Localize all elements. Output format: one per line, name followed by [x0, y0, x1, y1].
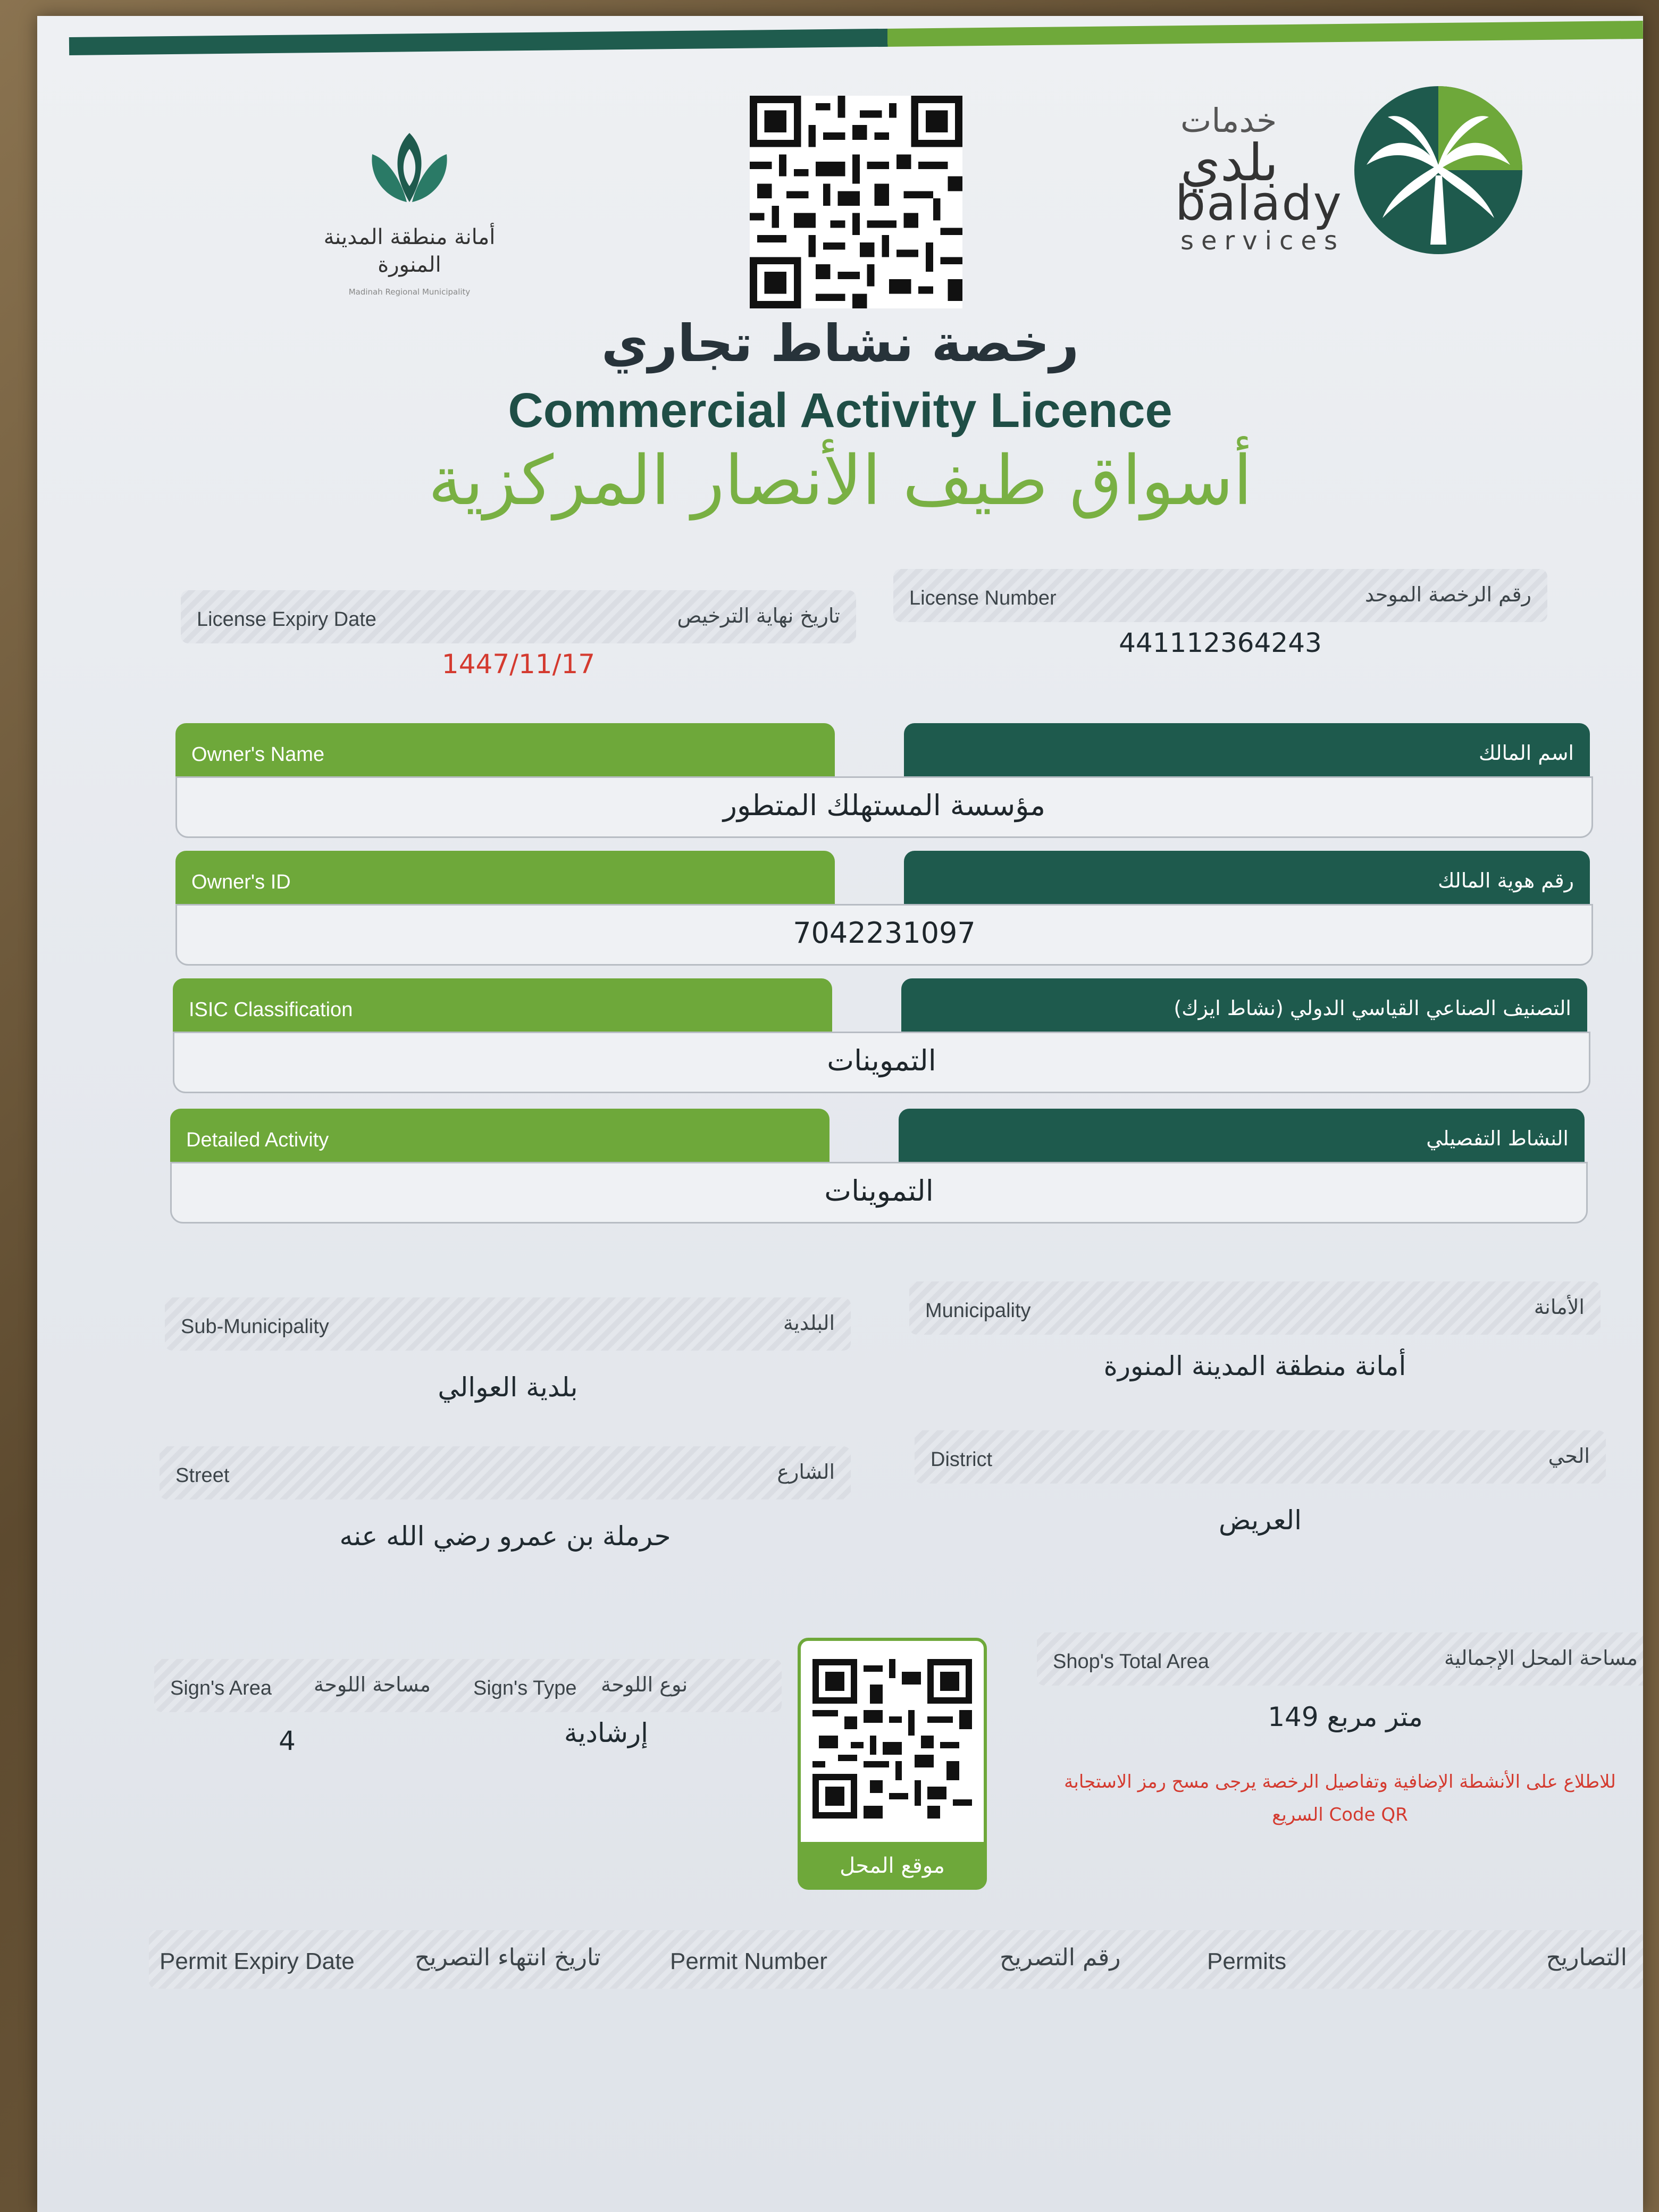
permit-number-label-ar: رقم التصريح: [1000, 1944, 1121, 1971]
sub-municipality-label-ar: البلدية: [783, 1311, 835, 1335]
shop-area-label-ar: مساحة المحل الإجمالية: [1444, 1646, 1638, 1670]
license-number-label-en: License Number: [909, 587, 1057, 609]
owner-name-label-en: Owner's Name: [191, 743, 325, 766]
qr-code-icon: [750, 96, 962, 308]
sign-area-label-ar: مساحة اللوحة: [314, 1673, 431, 1696]
top-color-bar: [69, 21, 1643, 55]
owner-name-label-ar-bar: [904, 723, 1590, 782]
municipality-label-ar: الأمانة: [1534, 1295, 1585, 1319]
permit-number-label-en: Permit Number: [670, 1948, 827, 1974]
detailed-activity-label-ar-bar: [899, 1109, 1585, 1167]
permits-label-ar: التصاريح: [1546, 1944, 1627, 1971]
permits-header: [149, 1930, 1643, 1989]
sign-type-value: إرشادية: [564, 1717, 649, 1748]
qr-notice: [1048, 1765, 1632, 1831]
street-label-ar: الشارع: [777, 1460, 835, 1484]
owner-id-label-en: Owner's ID: [191, 871, 291, 893]
sign-type-label-ar: نوع اللوحة: [601, 1673, 688, 1696]
qr-notice-line1: للاطلاع على الأنشطة الإضافية وتفاصيل الرخصة يرجى مسح رمز الاستجابة: [1064, 1771, 1616, 1792]
detailed-activity-value-box: [170, 1162, 1588, 1224]
owner-id-label-ar: رقم هوية المالك: [1438, 869, 1574, 892]
license-expiry-label-ar: تاريخ نهاية الترخيص: [677, 604, 840, 627]
permit-expiry-label-ar: تاريخ انتهاء التصريح: [415, 1944, 601, 1971]
sub-municipality-label-box: [165, 1297, 851, 1351]
district-label-box: [915, 1430, 1606, 1484]
title-en: Commercial Activity Licence: [508, 383, 1172, 438]
municipality-label-en: Municipality: [925, 1300, 1031, 1322]
qr-notice-line2: Code QR السريع: [1272, 1804, 1408, 1825]
license-expiry-label-en: License Expiry Date: [197, 608, 376, 631]
isic-label-ar: التصنيف الصناعي القياسي الدولي (نشاط ايزك): [1174, 996, 1571, 1020]
owner-name-label-ar: اسم المالك: [1478, 741, 1574, 765]
license-number-label-box: [893, 569, 1547, 622]
shop-area-label-en: Shop's Total Area: [1053, 1650, 1209, 1673]
detailed-activity-label-en-bar: [170, 1109, 830, 1167]
balady-wordmark: [1133, 96, 1356, 271]
municipality-value: أمانة منطقة المدينة المنورة: [1103, 1351, 1406, 1381]
balady-ar-top: خدمات: [1180, 101, 1277, 140]
shop-name-title: أسواق طيف الأنصار المركزية: [428, 441, 1252, 521]
owner-name-label-en-bar: [175, 723, 835, 782]
owner-id-label-ar-bar: [904, 851, 1590, 909]
isic-label-ar-bar: [901, 978, 1587, 1037]
district-label-ar: الحي: [1548, 1444, 1590, 1468]
shop-area-label-box: [1037, 1632, 1643, 1686]
sign-label-box: [154, 1659, 782, 1712]
sign-area-label-en: Sign's Area: [170, 1677, 272, 1699]
shop-location-qr-frame: [798, 1638, 987, 1846]
owner-id-value: 7042231097: [793, 916, 976, 950]
owner-name-value-box: [175, 776, 1593, 838]
owner-id-label-en-bar: [175, 851, 835, 909]
district-label-en: District: [931, 1448, 993, 1471]
balady-services: services: [1180, 226, 1345, 256]
municipality-label-box: [909, 1281, 1601, 1335]
street-label-en: Street: [175, 1464, 230, 1487]
sign-type-label-en: Sign's Type: [473, 1677, 577, 1699]
shop-area-value: 149 متر مربع: [1268, 1702, 1423, 1732]
street-value: حرملة بن عمرو رضي الله عنه: [339, 1521, 671, 1552]
sub-municipality-value: بلدية العوالي: [438, 1372, 578, 1403]
owner-name-field: [175, 723, 1590, 840]
detailed-activity-value: التموينات: [824, 1174, 934, 1208]
isic-label-en-bar: [173, 978, 832, 1037]
detailed-activity-label-ar: النشاط التفصيلي: [1426, 1127, 1569, 1150]
permit-expiry-label-en: Permit Expiry Date: [160, 1948, 355, 1974]
balady-ar-main: بلدي: [1180, 133, 1279, 192]
municipality-leaf-logo-icon: [362, 122, 457, 213]
detailed-activity-field: [170, 1109, 1585, 1226]
sub-municipality-label-en: Sub-Municipality: [181, 1316, 329, 1338]
street-label-box: [160, 1446, 851, 1499]
district-value: العريض: [1218, 1505, 1302, 1536]
title-ar: رخصة نشاط تجاري: [601, 314, 1079, 373]
isic-label-en: ISIC Classification: [189, 999, 353, 1021]
sign-area-value: 4: [279, 1725, 296, 1756]
shop-location-button[interactable]: موقع المحل: [798, 1842, 987, 1890]
owner-id-value-box: [175, 904, 1593, 966]
isic-field: [173, 978, 1587, 1095]
isic-value: التموينات: [827, 1044, 936, 1077]
balady-en: balady: [1175, 175, 1343, 231]
isic-value-box: [173, 1032, 1590, 1093]
permits-label-en: Permits: [1207, 1948, 1287, 1974]
detailed-activity-label-en: Detailed Activity: [186, 1129, 329, 1151]
qr-code-icon: [812, 1659, 972, 1819]
license-document: [37, 16, 1643, 2212]
shop-location-qr: [798, 1638, 984, 1888]
license-expiry-label-box: [181, 590, 856, 643]
license-expiry-value: 1447/11/17: [441, 649, 596, 680]
owner-id-field: [175, 851, 1590, 968]
palm-tree-logo-icon: [1351, 85, 1526, 255]
license-number-value: 441112364243: [1119, 627, 1322, 658]
municipality-logo-ar: أمانة منطقة المدينة المنورة: [323, 225, 496, 277]
license-number-label-ar: رقم الرخصة الموحد: [1364, 583, 1531, 606]
municipality-logo-en: Madinah Regional Municipality: [348, 287, 471, 297]
owner-name-value: مؤسسة المستهلك المتطور: [723, 789, 1046, 822]
municipality-logo: [314, 122, 505, 314]
